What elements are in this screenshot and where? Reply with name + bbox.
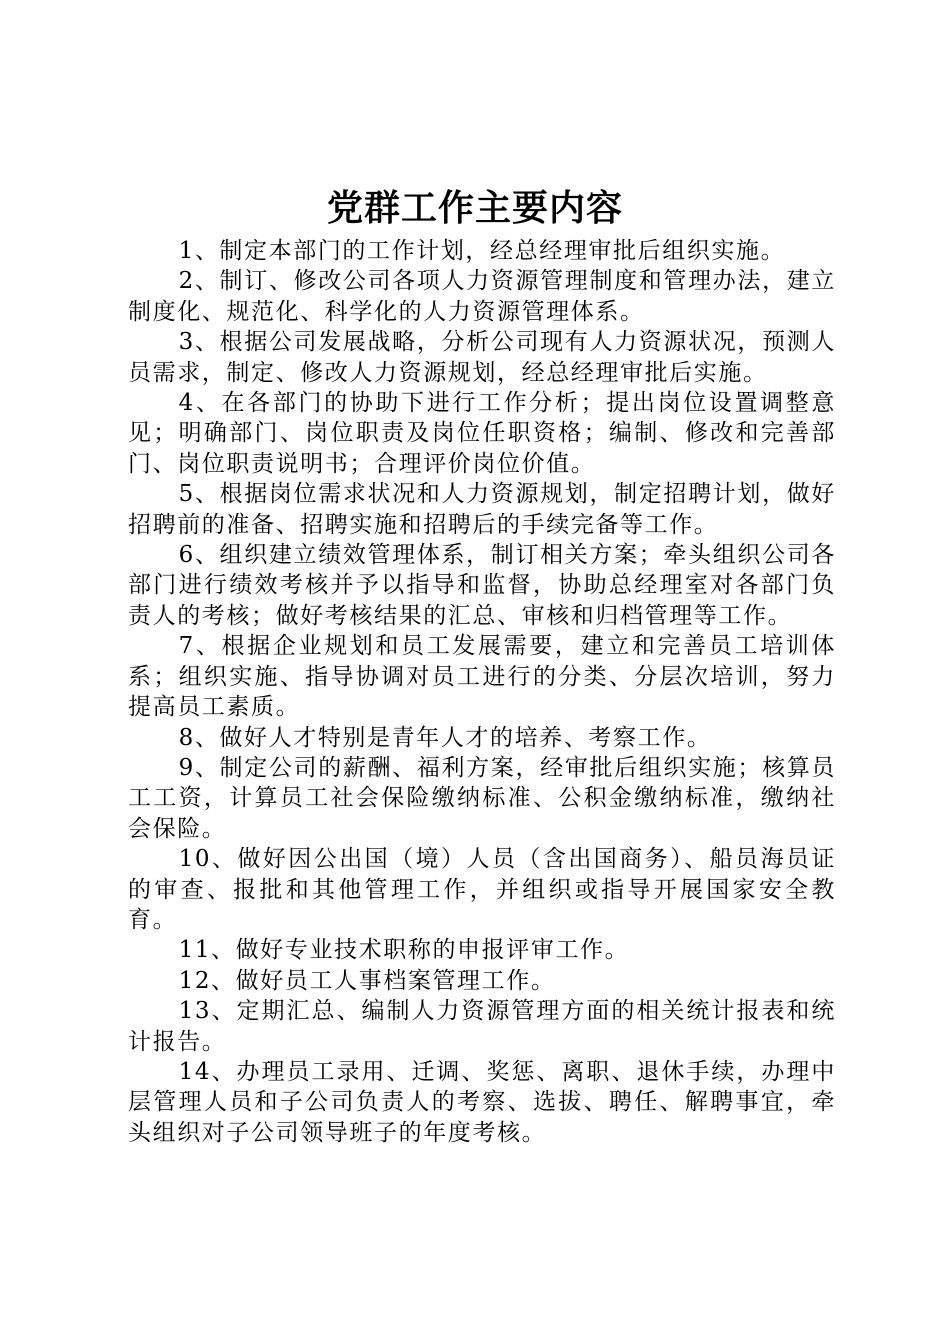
list-item: 2、制订、修改公司各项人力资源管理制度和管理办法，建立制度化、规范化、科学化的人力资源管理体系。 [128, 268, 836, 325]
list-item: 8、做好人才特别是青年人才的培养、考察工作。 [178, 724, 712, 751]
document-body [128, 236, 836, 1148]
document-title: 党群工作主要内容 [326, 187, 623, 229]
list-item: 7、根据企业规划和员工发展需要，建立和完善员工培训体系；组织实施、指导协调对员工进行的分类、分层次培训，努力提高员工素质。 [128, 633, 836, 721]
list-item: 10、做好因公出国（境）人员（含出国商务）、船员海员证的审查、报批和其他管理工作，并组织或指导开展国家安全教育。 [128, 846, 836, 933]
list-item: 1、制定本部门的工作计划，经总经理审批后组织实施。 [178, 238, 786, 264]
list-item: 9、制定公司的薪酬、福利方案，经审批后组织实施；核算员工工资，计算员工社会保险缴纳标准、公积金缴纳标准，缴纳社会保险。 [128, 754, 836, 842]
list-item: 4、在各部门的协助下进行工作分析；提出岗位设置调整意见；明确部门、岗位职责及岗位任职资格；编制、修改和完善部门、岗位职责说明书；合理评价岗位价值。 [128, 390, 836, 477]
list-item: 13、定期汇总、编制人力资源管理方面的相关统计报表和统计报告。 [128, 998, 836, 1055]
list-item: 12、做好员工人事档案管理工作。 [178, 967, 556, 994]
list-item: 11、做好专业技术职称的申报评审工作。 [178, 937, 630, 964]
list-item: 14、办理员工录用、迁调、奖惩、离职、退休手续，办理中层管理人员和子公司负责人的考察、选拔、聘任、解聘事宜，牵头组织对子公司领导班子的年度考核。 [128, 1058, 836, 1146]
list-item: 3、根据公司发展战略，分析公司现有人力资源状况，预测人员需求，制定、修改人力资源规划，经总经理审批后实施。 [128, 329, 836, 386]
list-item: 6、组织建立绩效管理体系，制订相关方案；牵头组织公司各部门进行绩效考核并予以指导和监督，协助总经理室对各部门负责人的考核；做好考核结果的汇总、审核和归档管理等工作。 [128, 542, 836, 629]
list-item: 5、根据岗位需求状况和人力资源规划，制定招聘计划，做好招聘前的准备、招聘实施和招聘后的手续完备等工作。 [128, 481, 836, 538]
